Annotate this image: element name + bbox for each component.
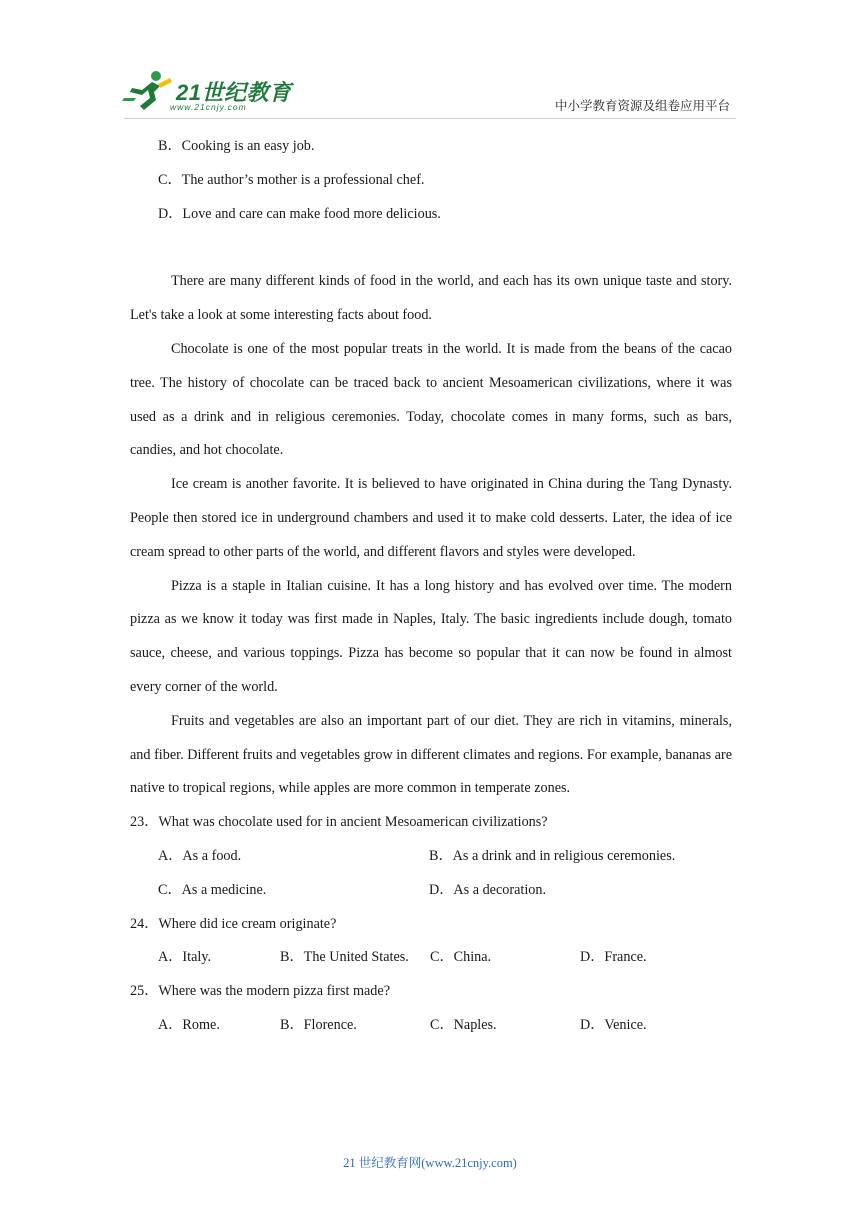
question-25-option-a[interactable]: A．Rome. [158,1016,220,1033]
question-25-stem: 25．Where was the modern pizza first made? [130,983,390,1000]
question-23-stem: 23．What was chocolate used for in ancient Mesoamerican civilizations? [130,814,548,831]
question-25-option-b[interactable]: B．Florence. [280,1016,357,1033]
platform-slogan: 中小学教育资源及组卷应用平台 [554,98,730,113]
prev-option-d: D．Love and care can make food more delicious. [158,205,441,222]
question-23-option-d[interactable]: D．As a decoration. [429,881,547,898]
document-body [130,130,732,1043]
site-logo[interactable] [122,68,292,116]
question-24-option-a[interactable]: A．Italy. [158,949,212,966]
question-25-option-c[interactable]: C．Naples. [430,1016,497,1033]
question-24-option-b[interactable]: B．The United States. [280,949,409,966]
question-25-option-d[interactable]: D．Venice. [580,1016,647,1033]
question-24-options [130,941,732,975]
passage-paragraph-pizza: Pizza is a staple in Italian cuisine. It has a long history and has evolved over time. The modern pizza as we know it today was first made in Naples, Italy. The basic ingredients include dough, tomato sauce, cheese, and various toppings. Pizza has become so popular that it can now be found in almost every corner of the world. [130,577,732,695]
question-23-options-row-2 [130,874,732,908]
passage-paragraph-intro: There are many different kinds of food in the world, and each has its own unique taste and story. Let's take a look at some interesting facts about food. [130,273,732,324]
logo-url: www.21cnjy.com [170,102,247,112]
question-24-option-d[interactable]: D．France. [580,949,647,966]
runner-logo-icon [122,68,174,114]
passage-paragraph-fruits: Fruits and vegetables are also an important part of our diet. They are rich in vitamins, minerals, and fiber. Different fruits and vegetables grow in different climates and regions. For example, bananas are native to tropical regions, while apples are more common in temperate zones. [130,712,732,797]
question-25-options [130,1009,732,1043]
section-gap [130,231,732,265]
question-24-stem: 24．Where did ice cream originate? [130,915,337,932]
question-24-option-c[interactable]: C．China. [430,949,492,966]
question-23-option-b[interactable]: B．As a drink and in religious ceremonies. [429,847,676,864]
passage-paragraph-ice-cream: Ice cream is another favorite. It is believed to have originated in China during the Tang Dynasty. People then stored ice in underground chambers and used it to make cold desserts. Later, the idea of ice cream spread to other parts of the world, and different flavors and styles were developed. [130,476,732,560]
page-header [0,0,860,120]
logo-text: 21世纪教育 [176,80,292,105]
page-footer[interactable]: 21 世纪教育网(www.21cnjy.com) [343,1156,517,1170]
prev-option-c: C．The author’s mother is a professional chef. [158,171,425,188]
header-divider [124,118,736,119]
passage-paragraph-chocolate: Chocolate is one of the most popular treats in the world. It is made from the beans of the cacao tree. The history of chocolate can be traced back to ancient Mesoamerican civilizations, where it was used as a drink and in religious ceremonies. Today, chocolate comes in many forms, such as bars, candies, and hot chocolate. [130,340,732,459]
question-23-options-row-1 [130,840,732,874]
question-23-option-a[interactable]: A．As a food. [158,847,242,864]
prev-option-b: B．Cooking is an easy job. [158,138,315,154]
question-23-option-c[interactable]: C．As a medicine. [158,881,267,898]
